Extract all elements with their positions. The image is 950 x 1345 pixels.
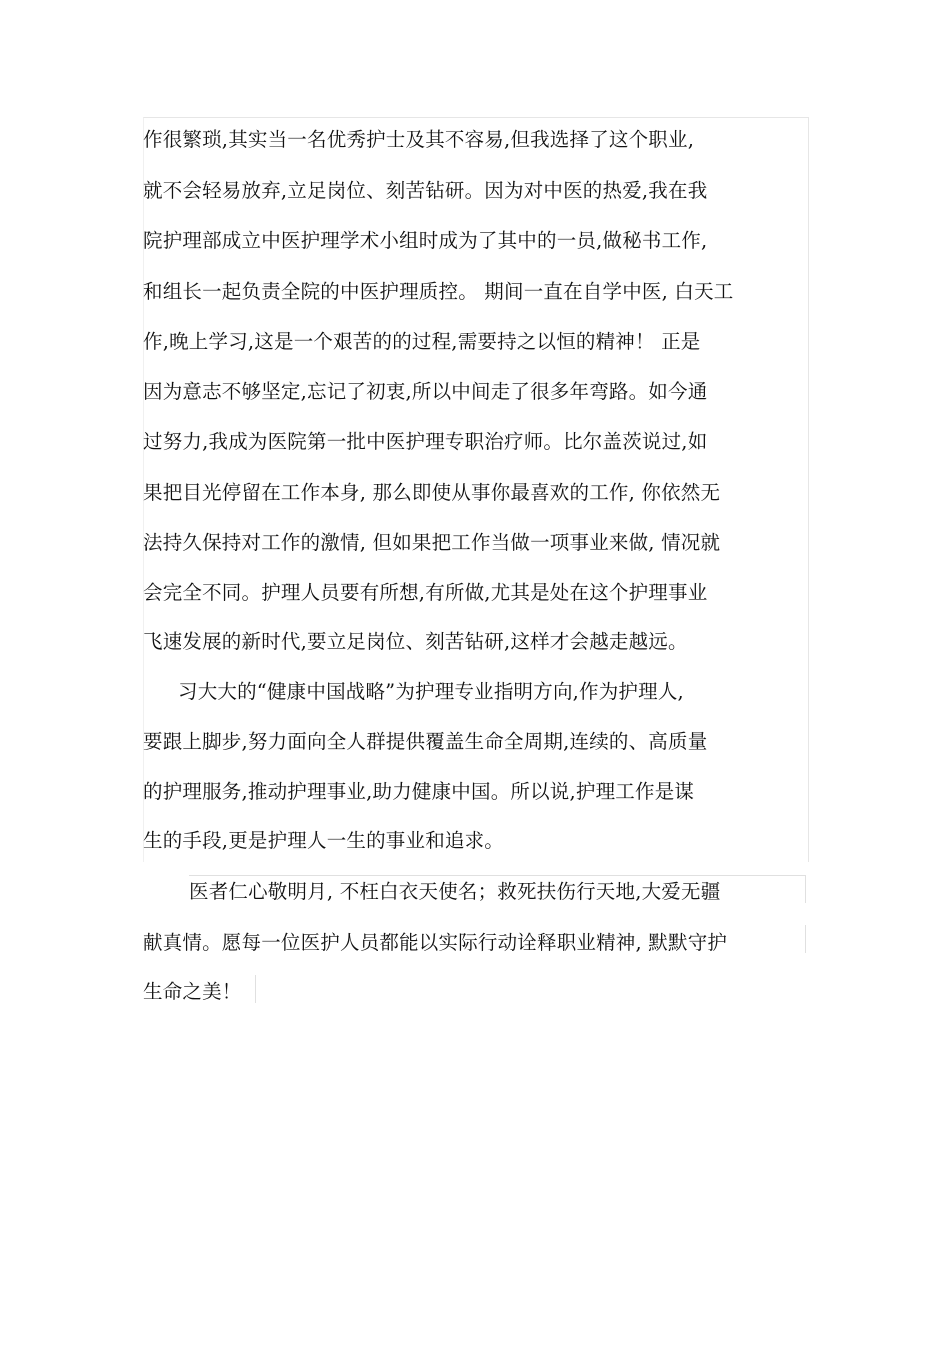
paragraph-2-line-3: 的护理服务,推动护理事业,助力健康中国。所以说,护理工作是谋	[143, 780, 695, 803]
paragraph-1-line-11: 飞速发展的新时代,要立足岗位、刻苦钻研,这样才会越走越远。	[143, 630, 688, 653]
paragraph-2-line-2: 要跟上脚步,努力面向全人群提供覆盖生命全周期,连续的、高质量	[143, 730, 708, 753]
paragraph-3-line-2: 献真情。愿每一位医护人员都能以实际行动诠释职业精神, 默默守护	[143, 931, 728, 954]
paragraph-1-line-9: 法持久保持对工作的激情, 但如果把工作当做一项事业来做, 情况就	[143, 531, 721, 554]
paragraph-1-line-10: 会完全不同。护理人员要有所想,有所做,尤其是处在这个护理事业	[143, 581, 708, 604]
closing-top-rule	[189, 875, 806, 876]
paragraph-1-line-5: 作,晚上学习,这是一个艰苦的的过程,需要持之以恒的精神！ 正是	[143, 330, 701, 353]
closing-right-rule-2	[805, 925, 806, 953]
closing-right-rule-3	[255, 975, 256, 1003]
paragraph-1-line-6: 因为意志不够坚定,忘记了初衷,所以中间走了很多年弯路。如今通	[143, 380, 708, 403]
closing-right-rule-1	[805, 875, 806, 903]
paragraph-1-line-1: 作很繁琐,其实当一名优秀护士及其不容易,但我选择了这个职业,	[143, 128, 695, 151]
paragraph-1-line-8: 果把目光停留在工作本身, 那么即使从事你最喜欢的工作, 你依然无	[143, 481, 721, 504]
paragraph-1-line-4: 和组长一起负责全院的中医护理质控。 期间一直在自学中医, 白天工	[143, 280, 734, 303]
paragraph-1-line-2: 就不会轻易放弃,立足岗位、刻苦钻研。因为对中医的热爱,我在我	[143, 179, 708, 202]
paragraph-2-line-4: 生的手段,更是护理人一生的事业和追求。	[143, 829, 504, 852]
paragraph-1-line-7: 过努力,我成为医院第一批中医护理专职治疗师。比尔盖茨说过,如	[143, 430, 708, 453]
paragraph-2-line-1: 习大大的“健康中国战略”为护理专业指明方向,作为护理人,	[178, 680, 684, 703]
paragraph-3-line-3: 生命之美！	[143, 980, 242, 1003]
paragraph-1-line-3: 院护理部成立中医护理学术小组时成为了其中的一员,做秘书工作,	[143, 229, 708, 252]
paragraph-3-line-1: 医者仁心敬明月, 不枉白衣天使名；救死扶伤行天地,大爱无疆	[189, 880, 721, 903]
